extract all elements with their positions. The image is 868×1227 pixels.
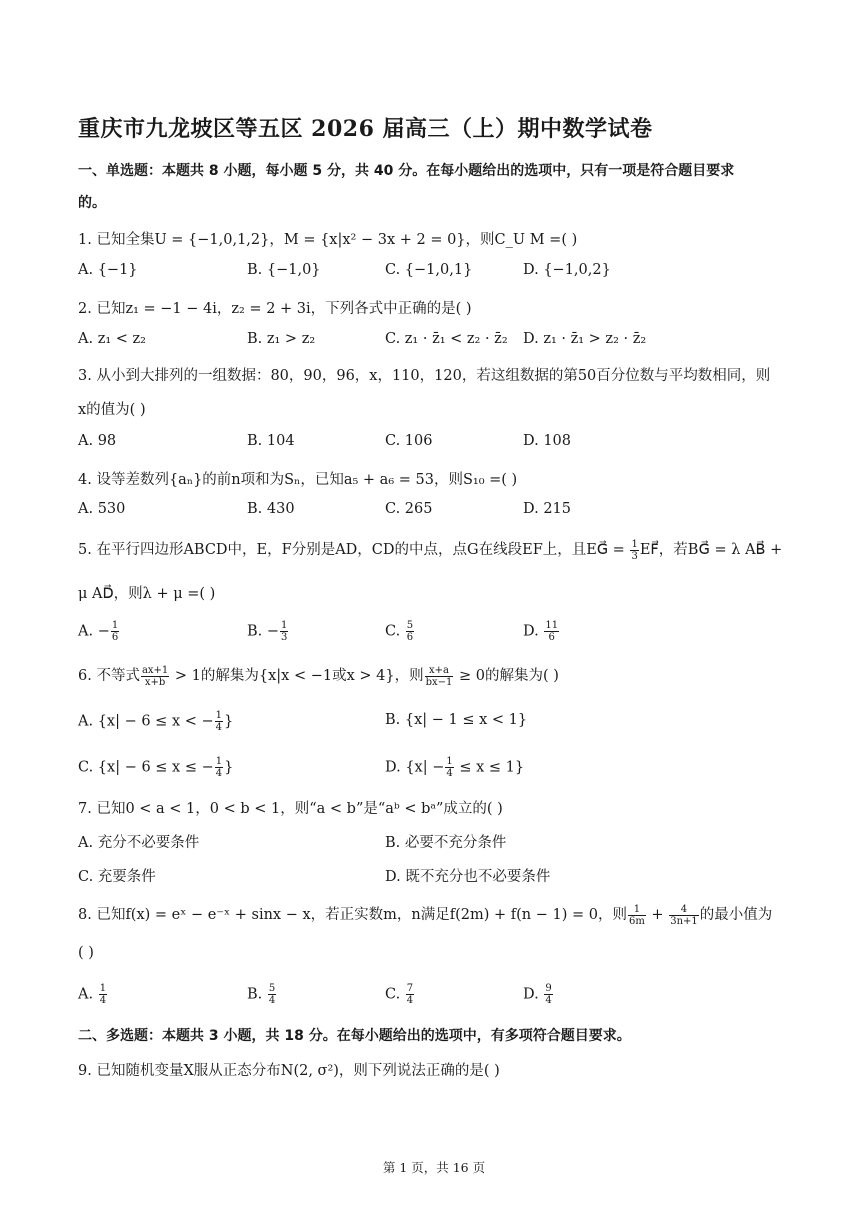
- question-7-option-a: A. 充分不必要条件: [78, 835, 200, 851]
- fraction-denominator: 4: [268, 995, 276, 1006]
- question-2-option-a: A. z₁ < z₂: [78, 331, 146, 347]
- fraction-numerator: 1: [446, 756, 453, 767]
- question-5-stem: [78, 538, 782, 562]
- fraction-denominator: 6: [406, 632, 414, 643]
- question-3-option-b: B. 104: [247, 433, 295, 449]
- question-2-option-b: B. z₁ > z₂: [247, 331, 316, 347]
- fraction-numerator: 11: [545, 620, 559, 631]
- question-8-option-a: [78, 983, 108, 1006]
- option-text: A. {x| − 6 ≤ x < −: [78, 713, 214, 730]
- question-1-stem: 1. 已知全集U = {−1,0,1,2}，M = {x|x² − 3x + 2 = 0}，则C_U M =( ): [78, 232, 578, 248]
- option-text-end: }: [224, 759, 234, 776]
- question-1-option-d: D. {−1,0,2}: [523, 262, 611, 278]
- option-fraction: [280, 620, 288, 643]
- page-title: 重庆市九龙坡区等五区 2026 届高三（上）期中数学试卷: [78, 116, 653, 142]
- question-8-option-b: [247, 983, 277, 1006]
- fraction-denominator: 4: [99, 995, 107, 1006]
- fraction-denominator: 4: [446, 768, 453, 779]
- option-prefix: B.: [247, 986, 267, 1003]
- question-4-option-b: B. 430: [247, 501, 295, 517]
- option-text-end: }: [224, 713, 234, 730]
- fraction-numerator: 5: [268, 983, 276, 994]
- question-8-stem: [78, 903, 772, 927]
- fraction-numerator: 1: [628, 904, 646, 916]
- question-5-option-b: [247, 620, 289, 643]
- option-prefix: D.: [523, 986, 544, 1003]
- fraction-denominator: 3: [281, 632, 288, 643]
- question-6-stem-part2: > 1的解集为{x|x < −1或x > 4}，则: [170, 668, 424, 684]
- option-prefix: A. −: [78, 623, 110, 640]
- question-7-option-d: D. 既不充分也不必要条件: [385, 869, 551, 885]
- question-2-option-c: C. z₁ · z̄₁ < z₂ · z̄₂: [385, 331, 508, 347]
- page-footer: 第 1 页，共 16 页: [382, 1160, 486, 1175]
- question-4-option-c: C. 265: [385, 501, 433, 517]
- question-6-option-b: B. {x| − 1 ≤ x < 1}: [385, 712, 528, 728]
- option-fraction: [215, 756, 223, 779]
- question-8-stem-continuation: ( ): [78, 945, 94, 961]
- option-fraction: [406, 983, 414, 1006]
- question-6-fraction-2: [425, 665, 454, 688]
- option-fraction: [99, 983, 107, 1006]
- question-5-stem-part1: 5. 在平行四边形ABCD中，E，F分别是AD，CD的中点，点G在线段EF上，且EG⃗ =: [78, 542, 630, 558]
- option-text: D. {x| −: [385, 759, 445, 776]
- fraction-numerator: x+a: [425, 665, 454, 677]
- question-8-stem-part1: 8. 已知f(x) = eˣ − e⁻ˣ + sinx − x，若正实数m，n满足f(2m) + f(n − 1) = 0，则: [78, 907, 627, 923]
- question-8-fraction-2: [669, 904, 699, 927]
- fraction-denominator: 4: [215, 722, 223, 733]
- option-fraction: [406, 620, 414, 643]
- question-5-stem-continuation: μ AD⃗，则λ + μ =( ): [78, 586, 216, 602]
- plus-sign: +: [646, 907, 669, 923]
- question-8-option-d: [523, 983, 554, 1006]
- question-8-stem-part2: 的最小值为: [699, 907, 773, 923]
- option-fraction: [445, 756, 453, 779]
- section-heading-single-choice: 一、单选题：本题共 8 小题，每小题 5 分，共 40 分。在每小题给出的选项中，只有一项是符合题目要求: [78, 163, 735, 179]
- question-5-stem-part2: EF⃗，若BG⃗ = λ AB⃗ +: [639, 542, 783, 558]
- question-2-stem: 2. 已知z₁ = −1 − 4i，z₂ = 2 + 3i，下列各式中正确的是( ): [78, 301, 472, 317]
- question-6-option-c: [78, 756, 233, 779]
- question-6-stem-part1: 6. 不等式: [78, 668, 140, 684]
- question-6-stem: [78, 664, 559, 688]
- option-prefix: D.: [523, 623, 544, 640]
- question-3-stem-continuation: x的值为( ): [78, 402, 146, 418]
- option-prefix: B. −: [247, 623, 280, 640]
- question-1-option-a: A. {−1}: [78, 262, 138, 278]
- option-prefix: C.: [385, 623, 405, 640]
- question-8-option-c: [385, 983, 415, 1006]
- fraction-numerator: 5: [406, 620, 414, 631]
- fraction-numerator: 9: [545, 983, 552, 994]
- question-7-option-b: B. 必要不充分条件: [385, 835, 507, 851]
- option-prefix: C.: [385, 986, 405, 1003]
- option-fraction: [544, 983, 552, 1006]
- option-prefix: A.: [78, 986, 98, 1003]
- question-3-option-a: A. 98: [78, 433, 117, 449]
- question-6-option-a: [78, 710, 233, 733]
- fraction-denominator: 4: [545, 995, 552, 1006]
- fraction-numerator: 1: [215, 756, 223, 767]
- question-4-option-a: A. 530: [78, 501, 126, 517]
- fraction-numerator: 1: [111, 620, 119, 631]
- question-7-option-c: C. 充要条件: [78, 869, 156, 885]
- fraction-denominator: 3: [631, 550, 638, 562]
- option-fraction: [215, 710, 223, 733]
- question-1-option-b: B. {−1,0}: [247, 262, 321, 278]
- question-3-option-c: C. 106: [385, 433, 433, 449]
- fraction-denominator: x+b: [144, 676, 166, 688]
- question-9-stem: 9. 已知随机变量X服从正态分布N(2, σ²)，则下列说法正确的是( ): [78, 1063, 500, 1079]
- question-4-option-d: D. 215: [523, 501, 572, 517]
- fraction-numerator: 1: [281, 620, 288, 631]
- option-fraction: [268, 983, 276, 1006]
- option-text: C. {x| − 6 ≤ x ≤ −: [78, 759, 214, 776]
- fraction-denominator: bx−1: [425, 676, 453, 688]
- question-7-stem: 7. 已知0 < a < 1，0 < b < 1，则“a < b”是“aᵇ < bᵃ”成立的( ): [78, 801, 503, 817]
- fraction-denominator: 6: [548, 632, 555, 643]
- fraction-numerator: 4: [669, 904, 699, 916]
- question-6-stem-part3: ≥ 0的解集为( ): [454, 668, 559, 684]
- question-3-stem: 3. 从小到大排列的一组数据：80，90，96，x，110，120，若这组数据的第50百分位数与平均数相同，则: [78, 368, 771, 384]
- question-5-option-d: [523, 620, 560, 643]
- fraction-denominator: 6m: [628, 915, 645, 927]
- question-2-option-d: D. z₁ · z̄₁ > z₂ · z̄₂: [523, 331, 647, 347]
- fraction-denominator: 3n+1: [670, 915, 698, 927]
- question-4-stem: 4. 设等差数列{aₙ}的前n项和为Sₙ，已知a₅ + a₆ = 53，则S₁₀ =( ): [78, 472, 518, 488]
- fraction-numerator: 1: [215, 710, 223, 721]
- fraction-numerator: 7: [406, 983, 414, 994]
- fraction-numerator: 1: [99, 983, 107, 994]
- fraction-denominator: 6: [111, 632, 119, 643]
- question-6-option-d: [385, 756, 524, 779]
- question-5-fraction: [630, 539, 638, 562]
- question-1-option-c: C. {−1,0,1}: [385, 262, 473, 278]
- fraction-denominator: 4: [215, 768, 223, 779]
- option-text-end: ≤ x ≤ 1}: [454, 759, 525, 776]
- option-fraction: [111, 620, 119, 643]
- fraction-denominator: 4: [406, 995, 414, 1006]
- fraction-numerator: ax+1: [141, 664, 169, 676]
- fraction-numerator: 1: [631, 538, 638, 550]
- question-5-option-c: [385, 620, 415, 643]
- section-heading-multiple-choice: 二、多选题：本题共 3 小题，共 18 分。在每小题给出的选项中，有多项符合题目要求。: [78, 1028, 631, 1044]
- question-6-fraction-1: [141, 665, 169, 688]
- question-8-fraction-1: [628, 904, 646, 927]
- option-fraction: [544, 620, 559, 643]
- question-3-option-d: D. 108: [523, 433, 572, 449]
- question-5-option-a: [78, 620, 120, 643]
- section-heading-continuation: 的。: [78, 195, 106, 211]
